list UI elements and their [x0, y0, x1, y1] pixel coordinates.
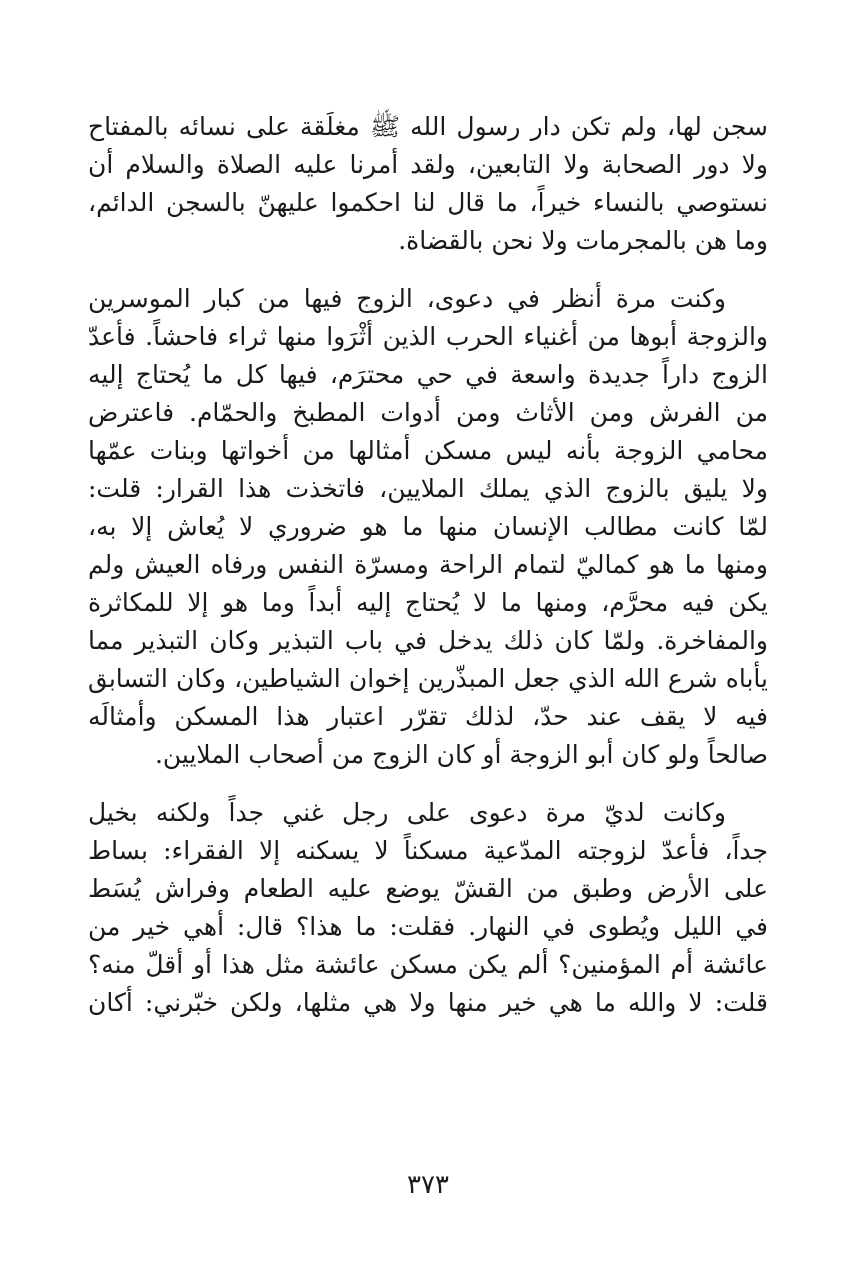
text-line: عائشة أم المؤمنين؟ ألم يكن مسكن عائشة مثل هذا أو أقلّ منه؟ — [88, 950, 768, 979]
text-line: قلت: لا والله ما هي خير منها ولا هي مثلها، ولكن خبّرني: أكان — [88, 988, 768, 1017]
text-line: ولا دور الصحابة ولا التابعين، ولقد أمرنا عليه الصلاة والسلام أن — [88, 150, 768, 179]
text-line: سجن لها، ولم تكن دار رسول الله ﷺ مغلَقة على نسائه بالمفتاح — [88, 112, 768, 141]
text-line: يأباه شرع الله الذي جعل المبذّرين إخوان الشياطين، وكان التسابق — [88, 664, 768, 693]
text-line: جداً، فأعدّ لزوجته المدّعية مسكناً لا يسكنه إلا الفقراء: بساط — [88, 836, 768, 865]
text-line: والمفاخرة. ولمّا كان ذلك يدخل في باب التبذير وكان التبذير مما — [88, 626, 768, 655]
page-number: ٣٧٣ — [407, 1170, 449, 1200]
text-line: فيه لا يقف عند حدّ، لذلك تقرّر اعتبار هذا المسكن وأمثالَه — [88, 702, 768, 731]
text-line: الزوج داراً جديدة واسعة في حي محترَم، فيها كل ما يُحتاج إليه — [88, 360, 768, 389]
text-line: ومنها ما هو كماليّ لتمام الراحة ومسرّة النفس ورفاه العيش ولم — [88, 550, 768, 579]
text-line: يكن فيه محرَّم، ومنها ما لا يُحتاج إليه أبداً وما هو إلا للمكاثرة — [88, 588, 768, 617]
text-line: صالحاً ولو كان أبو الزوجة أو كان الزوج من أصحاب الملايين. — [154, 740, 768, 769]
text-line: نستوصي بالنساء خيراً، ما قال لنا احكموا عليهنّ بالسجن الدائم، — [88, 188, 768, 217]
text-line: على الأرض وطبق من القشّ يوضع عليه الطعام وفراش يُسَط — [88, 874, 768, 903]
text-line: من الفرش ومن الأثاث ومن أدوات المطبخ والحمّام. فاعترض — [88, 398, 768, 427]
paragraph-1 — [88, 108, 768, 260]
text-line: وما هن بالمجرمات ولا نحن بالقضاة. — [398, 226, 768, 255]
text-line: وكنت مرة أنظر في دعوى، الزوج فيها من كبار الموسرين — [88, 284, 726, 313]
text-line: وكانت لديّ مرة دعوى على رجل غني جداً ولكنه بخيل — [88, 798, 726, 827]
text-line: ولا يليق بالزوج الذي يملك الملايين، فاتخذت هذا القرار: قلت: — [88, 474, 769, 503]
paragraph-3 — [88, 794, 768, 1022]
paragraph-2 — [88, 280, 768, 774]
text-line: محامي الزوجة بأنه ليس مسكن أمثالها من أخواتها وبنات عمّها — [88, 436, 768, 465]
text-line: في الليل ويُطوى في النهار. فقلت: ما هذا؟ قال: أهي خير من — [88, 912, 768, 941]
text-line: والزوجة أبوها من أغنياء الحرب الذين أثْرَوا منها ثراء فاحشاً. فأعدّ — [88, 322, 768, 351]
page-body — [88, 108, 768, 1042]
text-line: لمّا كانت مطالب الإنسان منها ما هو ضروري لا يُعاش إلا به، — [88, 512, 768, 541]
